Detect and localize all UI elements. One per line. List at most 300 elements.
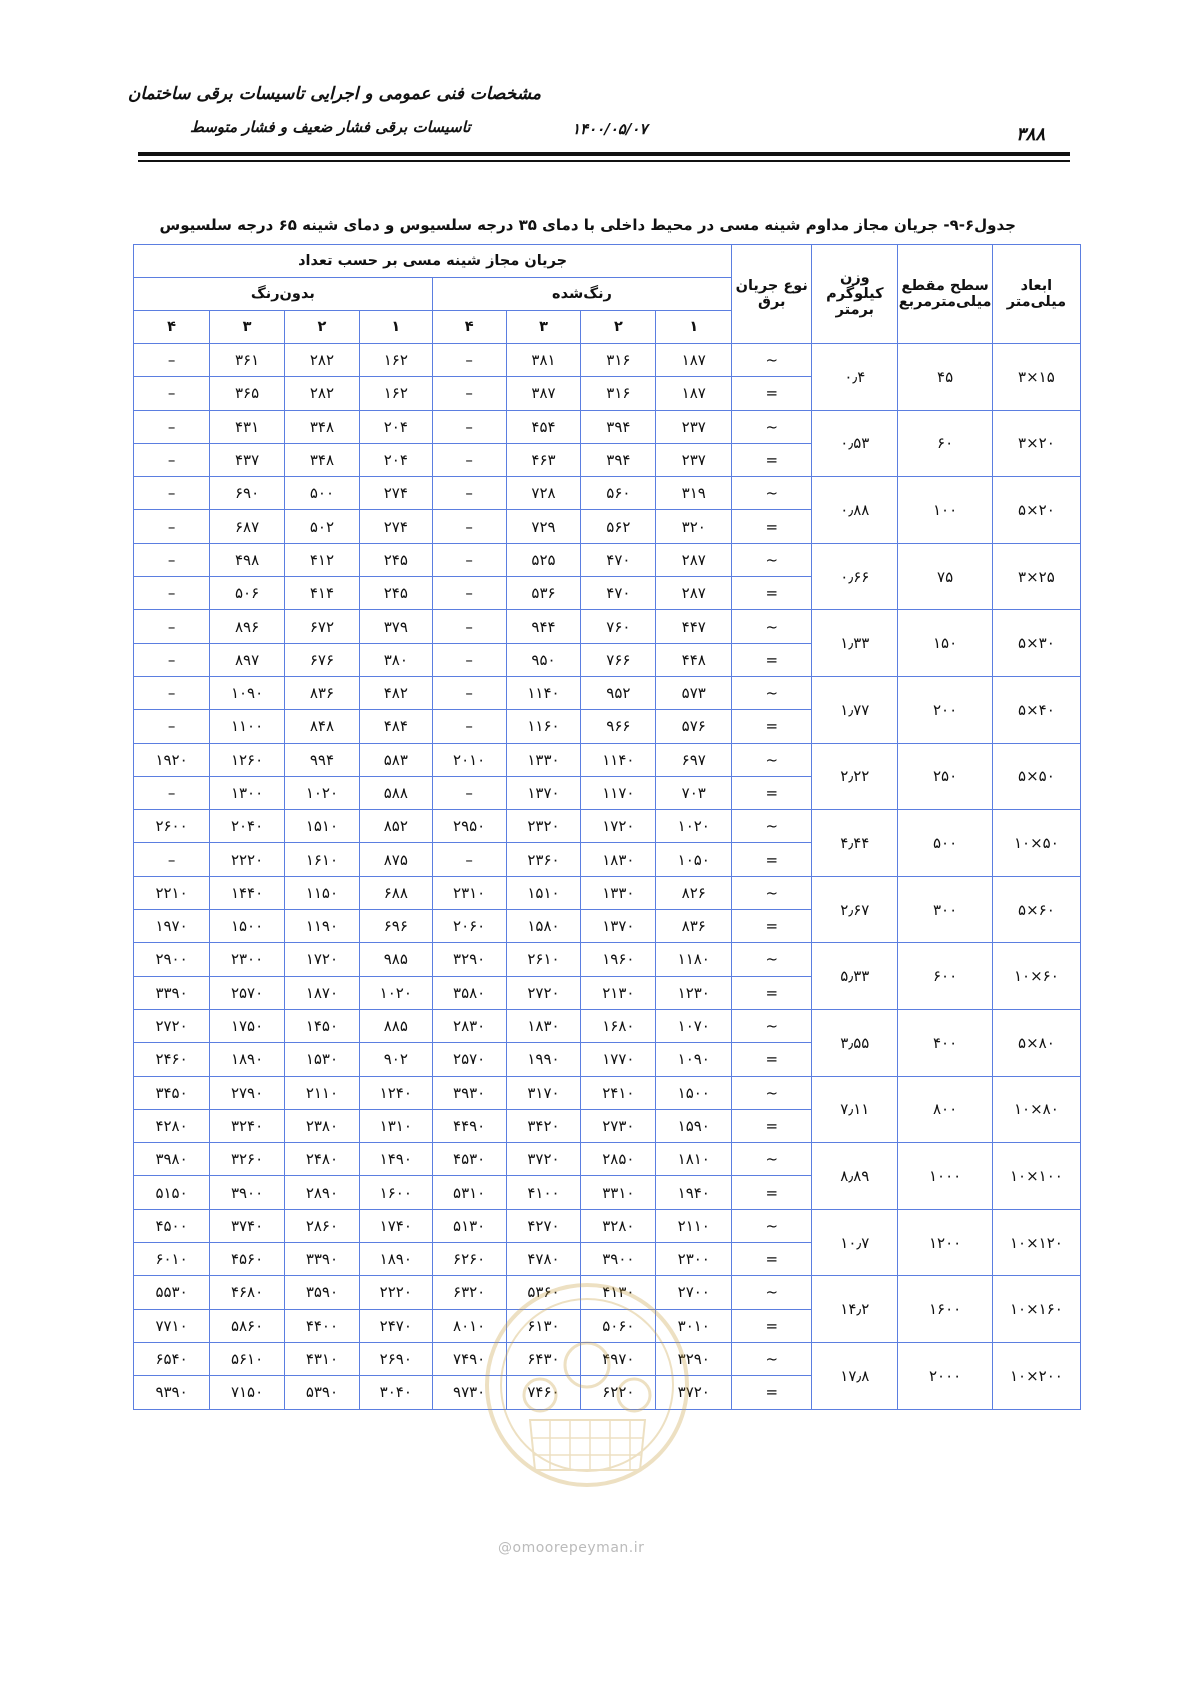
cell-unpainted-3: ۵۰۶ [210, 577, 285, 610]
cell-painted-2: ۱۸۳۰ [581, 843, 656, 876]
table-row [134, 543, 1081, 576]
cell-weight: ۱٫۷۷ [812, 676, 898, 743]
cell-painted-2: ۱۳۳۰ [581, 876, 656, 909]
cell-unpainted-3: ۳۷۴۰ [210, 1209, 285, 1242]
cell-unpainted-4: – [134, 577, 210, 610]
cell-painted-4: – [432, 577, 506, 610]
cell-weight: ۱۴٫۲ [812, 1276, 898, 1343]
cell-painted-4: ۶۳۲۰ [432, 1276, 506, 1309]
cell-unpainted-4: – [134, 510, 210, 543]
cell-painted-3: ۳۸۷ [506, 377, 581, 410]
cell-painted-3: ۷۲۹ [506, 510, 581, 543]
table-row [134, 676, 1081, 709]
cell-unpainted-2: ۳۴۸ [285, 410, 360, 443]
cell-unpainted-1: ۱۳۱۰ [359, 1109, 432, 1142]
cell-area: ۱۵۰ [898, 610, 992, 677]
cell-weight: ۸٫۸۹ [812, 1143, 898, 1210]
cell-painted-2: ۵۶۰ [581, 477, 656, 510]
cell-unpainted-4: – [134, 377, 210, 410]
cell-unpainted-2: ۲۸۲ [285, 344, 360, 377]
cell-unpainted-3: ۷۱۵۰ [210, 1376, 285, 1409]
cell-area: ۴۰۰ [898, 1009, 992, 1076]
cell-weight: ۰٫۶۶ [812, 543, 898, 610]
cell-painted-1: ۶۹۷ [656, 743, 732, 776]
cell-weight: ۰٫۸۸ [812, 477, 898, 544]
cell-painted-2: ۳۹۴ [581, 443, 656, 476]
cell-painted-1: ۴۴۷ [656, 610, 732, 643]
cell-unpainted-1: ۱۶۰۰ [359, 1176, 432, 1209]
cell-unpainted-1: ۴۸۲ [359, 676, 432, 709]
header-rule-thick [138, 152, 1070, 156]
cell-unpainted-3: ۵۸۶۰ [210, 1309, 285, 1342]
cell-current-type: = [732, 1309, 812, 1342]
doc-title: مشخصات فنی عمومی و اجرایی تاسیسات برقی ساختمان [127, 84, 541, 104]
cell-painted-1: ۲۸۷ [656, 543, 732, 576]
cell-painted-4: ۲۳۱۰ [432, 876, 506, 909]
cell-painted-4: – [432, 543, 506, 576]
cell-unpainted-1: ۲۴۵ [359, 543, 432, 576]
cell-unpainted-2: ۴۴۰۰ [285, 1309, 360, 1342]
cell-painted-1: ۳۲۰ [656, 510, 732, 543]
col-header-painted-3: ۳ [506, 311, 581, 344]
cell-painted-3: ۷۲۸ [506, 477, 581, 510]
cell-area: ۲۰۰ [898, 676, 992, 743]
cell-unpainted-3: ۲۵۷۰ [210, 976, 285, 1009]
cell-area: ۴۵ [898, 344, 992, 411]
cell-area: ۵۰۰ [898, 810, 992, 877]
cell-weight: ۱۰٫۷ [812, 1209, 898, 1276]
cell-unpainted-3: ۴۳۱ [210, 410, 285, 443]
col-header-painted-4: ۴ [432, 311, 506, 344]
cell-current-type: = [732, 1109, 812, 1142]
cell-weight: ۱٫۳۳ [812, 610, 898, 677]
cell-painted-2: ۲۷۳۰ [581, 1109, 656, 1142]
cell-unpainted-3: ۵۶۱۰ [210, 1342, 285, 1375]
cell-unpainted-3: ۲۰۴۰ [210, 810, 285, 843]
cell-unpainted-4: – [134, 843, 210, 876]
cell-dim: ۱۵×۳ [992, 344, 1080, 411]
cell-painted-4: – [432, 676, 506, 709]
cell-current-type: ~ [732, 1143, 812, 1176]
cell-unpainted-2: ۱۱۵۰ [285, 876, 360, 909]
cell-painted-2: ۱۶۸۰ [581, 1009, 656, 1042]
cell-dim: ۲۰×۵ [992, 477, 1080, 544]
cell-painted-3: ۹۴۴ [506, 610, 581, 643]
cell-painted-3: ۳۱۷۰ [506, 1076, 581, 1109]
cell-painted-1: ۲۷۰۰ [656, 1276, 732, 1309]
cell-dim: ۱۲۰×۱۰ [992, 1209, 1080, 1276]
cell-dim: ۱۶۰×۱۰ [992, 1276, 1080, 1343]
cell-unpainted-1: ۱۶۲ [359, 344, 432, 377]
cell-painted-4: – [432, 344, 506, 377]
cell-area: ۶۰ [898, 410, 992, 477]
cell-unpainted-2: ۵۳۹۰ [285, 1376, 360, 1409]
cell-unpainted-4: ۳۳۹۰ [134, 976, 210, 1009]
cell-painted-1: ۱۹۴۰ [656, 1176, 732, 1209]
cell-unpainted-2: ۱۱۹۰ [285, 910, 360, 943]
cell-dim: ۸۰×۵ [992, 1009, 1080, 1076]
cell-unpainted-1: ۸۵۲ [359, 810, 432, 843]
cell-unpainted-3: ۲۷۹۰ [210, 1076, 285, 1109]
cell-painted-2: ۱۷۲۰ [581, 810, 656, 843]
cell-current-type: = [732, 377, 812, 410]
cell-unpainted-2: ۸۳۶ [285, 676, 360, 709]
cell-unpainted-4: ۲۲۱۰ [134, 876, 210, 909]
cell-painted-3: ۵۳۶۰ [506, 1276, 581, 1309]
cell-unpainted-3: ۱۰۹۰ [210, 676, 285, 709]
cell-dim: ۱۰۰×۱۰ [992, 1143, 1080, 1210]
cell-painted-3: ۱۳۷۰ [506, 776, 581, 809]
cell-weight: ۰٫۴ [812, 344, 898, 411]
cell-painted-4: ۵۱۳۰ [432, 1209, 506, 1242]
cell-unpainted-4: ۱۹۲۰ [134, 743, 210, 776]
cell-unpainted-3: ۱۷۵۰ [210, 1009, 285, 1042]
cell-painted-1: ۴۴۸ [656, 643, 732, 676]
cell-unpainted-2: ۵۰۰ [285, 477, 360, 510]
cell-unpainted-4: ۴۵۰۰ [134, 1209, 210, 1242]
table-row [134, 810, 1081, 843]
cell-current-type: = [732, 443, 812, 476]
cell-unpainted-2: ۲۸۶۰ [285, 1209, 360, 1242]
cell-current-type: ~ [732, 1209, 812, 1242]
cell-area: ۳۰۰ [898, 876, 992, 943]
cell-weight: ۱۷٫۸ [812, 1342, 898, 1409]
cell-unpainted-3: ۴۶۸۰ [210, 1276, 285, 1309]
cell-current-type: ~ [732, 344, 812, 377]
table-row [134, 477, 1081, 510]
cell-painted-3: ۶۱۳۰ [506, 1309, 581, 1342]
cell-painted-1: ۸۲۶ [656, 876, 732, 909]
cell-unpainted-4: – [134, 344, 210, 377]
cell-current-type: = [732, 1043, 812, 1076]
cell-painted-2: ۱۹۶۰ [581, 943, 656, 976]
cell-unpainted-4: – [134, 410, 210, 443]
cell-current-type: ~ [732, 743, 812, 776]
cell-unpainted-4: ۷۷۱۰ [134, 1309, 210, 1342]
cell-dim: ۶۰×۵ [992, 876, 1080, 943]
cell-weight: ۳٫۵۵ [812, 1009, 898, 1076]
cell-painted-1: ۱۰۷۰ [656, 1009, 732, 1042]
cell-painted-4: – [432, 377, 506, 410]
cell-unpainted-1: ۲۴۵ [359, 577, 432, 610]
cell-current-type: ~ [732, 477, 812, 510]
cell-painted-2: ۳۳۱۰ [581, 1176, 656, 1209]
cell-unpainted-3: ۲۳۰۰ [210, 943, 285, 976]
cell-unpainted-2: ۲۱۱۰ [285, 1076, 360, 1109]
cell-unpainted-2: ۴۳۱۰ [285, 1342, 360, 1375]
cell-painted-2: ۳۱۶ [581, 377, 656, 410]
cell-painted-4: ۲۸۳۰ [432, 1009, 506, 1042]
cell-unpainted-1: ۲۶۹۰ [359, 1342, 432, 1375]
cell-painted-4: – [432, 776, 506, 809]
cell-unpainted-1: ۵۸۳ [359, 743, 432, 776]
cell-painted-4: – [432, 443, 506, 476]
table-row [134, 1076, 1081, 1109]
cell-painted-1: ۱۸۷ [656, 344, 732, 377]
cell-painted-2: ۵۶۲ [581, 510, 656, 543]
cell-painted-3: ۳۸۱ [506, 344, 581, 377]
cell-dim: ۵۰×۵ [992, 743, 1080, 810]
document-date: ۱۴۰۰/۰۵/۰۷ [572, 120, 648, 138]
cell-area: ۶۰۰ [898, 943, 992, 1010]
cell-unpainted-2: ۲۸۹۰ [285, 1176, 360, 1209]
cell-unpainted-4: ۴۲۸۰ [134, 1109, 210, 1142]
col-header-unpainted-4: ۴ [134, 311, 210, 344]
cell-current-type: = [732, 510, 812, 543]
cell-area: ۱۰۰ [898, 477, 992, 544]
cell-painted-3: ۴۵۴ [506, 410, 581, 443]
cell-painted-4: ۶۲۶۰ [432, 1243, 506, 1276]
cell-unpainted-2: ۲۳۸۰ [285, 1109, 360, 1142]
cell-unpainted-2: ۱۵۱۰ [285, 810, 360, 843]
cell-painted-2: ۳۱۶ [581, 344, 656, 377]
cell-area: ۲۰۰۰ [898, 1342, 992, 1409]
cell-painted-3: ۴۲۷۰ [506, 1209, 581, 1242]
cell-unpainted-2: ۸۴۸ [285, 710, 360, 743]
col-header-dimensions: ابعاد میلی‌متر [992, 245, 1080, 344]
cell-area: ۱۲۰۰ [898, 1209, 992, 1276]
cell-painted-2: ۳۲۸۰ [581, 1209, 656, 1242]
cell-current-type: = [732, 1176, 812, 1209]
cell-painted-4: ۲۰۱۰ [432, 743, 506, 776]
cell-painted-4: ۴۴۹۰ [432, 1109, 506, 1142]
cell-unpainted-2: ۱۸۷۰ [285, 976, 360, 1009]
cell-unpainted-3: ۶۸۷ [210, 510, 285, 543]
cell-unpainted-1: ۱۰۲۰ [359, 976, 432, 1009]
cell-painted-1: ۳۷۲۰ [656, 1376, 732, 1409]
cell-painted-1: ۱۲۳۰ [656, 976, 732, 1009]
cell-painted-2: ۹۶۶ [581, 710, 656, 743]
cell-unpainted-1: ۲۰۴ [359, 443, 432, 476]
cell-unpainted-1: ۲۷۴ [359, 477, 432, 510]
cell-area: ۲۵۰ [898, 743, 992, 810]
cell-dim: ۲۰×۳ [992, 410, 1080, 477]
cell-unpainted-1: ۲۲۲۰ [359, 1276, 432, 1309]
cell-dim: ۲۵×۳ [992, 543, 1080, 610]
cell-unpainted-2: ۲۴۸۰ [285, 1143, 360, 1176]
page-number: ۳۸۸ [1016, 124, 1046, 145]
cell-painted-1: ۱۵۰۰ [656, 1076, 732, 1109]
cell-painted-3: ۹۵۰ [506, 643, 581, 676]
cell-dim: ۴۰×۵ [992, 676, 1080, 743]
cell-unpainted-4: – [134, 643, 210, 676]
header-rule-thin [138, 160, 1070, 162]
cell-painted-4: ۷۴۹۰ [432, 1342, 506, 1375]
cell-unpainted-1: ۳۰۴۰ [359, 1376, 432, 1409]
cell-painted-4: – [432, 477, 506, 510]
cell-painted-2: ۳۹۰۰ [581, 1243, 656, 1276]
col-header-unpainted-3: ۳ [210, 311, 285, 344]
cell-unpainted-2: ۶۷۲ [285, 610, 360, 643]
cell-painted-4: ۵۳۱۰ [432, 1176, 506, 1209]
cell-painted-3: ۵۳۶ [506, 577, 581, 610]
cell-current-type: ~ [732, 876, 812, 909]
cell-painted-3: ۱۵۸۰ [506, 910, 581, 943]
cell-painted-2: ۴۹۷۰ [581, 1342, 656, 1375]
cell-unpainted-3: ۸۹۶ [210, 610, 285, 643]
cell-unpainted-1: ۱۷۴۰ [359, 1209, 432, 1242]
cell-unpainted-1: ۹۰۲ [359, 1043, 432, 1076]
cell-painted-3: ۱۱۶۰ [506, 710, 581, 743]
table-row [134, 743, 1081, 776]
cell-unpainted-4: – [134, 477, 210, 510]
cell-painted-3: ۲۳۲۰ [506, 810, 581, 843]
cell-current-type: = [732, 976, 812, 1009]
cell-unpainted-2: ۲۸۲ [285, 377, 360, 410]
cell-painted-3: ۱۹۹۰ [506, 1043, 581, 1076]
cell-weight: ۷٫۱۱ [812, 1076, 898, 1143]
cell-painted-1: ۳۱۹ [656, 477, 732, 510]
cell-painted-1: ۱۱۸۰ [656, 943, 732, 976]
cell-painted-3: ۲۷۲۰ [506, 976, 581, 1009]
cell-painted-4: ۴۵۳۰ [432, 1143, 506, 1176]
cell-dim: ۳۰×۵ [992, 610, 1080, 677]
cell-unpainted-2: ۶۷۶ [285, 643, 360, 676]
cell-unpainted-4: – [134, 776, 210, 809]
cell-current-type: ~ [732, 810, 812, 843]
cell-dim: ۲۰۰×۱۰ [992, 1342, 1080, 1409]
cell-unpainted-3: ۱۲۶۰ [210, 743, 285, 776]
cell-painted-4: – [432, 643, 506, 676]
cell-unpainted-4: ۲۷۲۰ [134, 1009, 210, 1042]
cell-unpainted-4: ۳۴۵۰ [134, 1076, 210, 1109]
cell-painted-1: ۳۲۹۰ [656, 1342, 732, 1375]
cell-unpainted-4: – [134, 443, 210, 476]
cell-painted-3: ۳۴۲۰ [506, 1109, 581, 1142]
col-header-cross-section: سطح مقطع میلی‌مترمربع [898, 245, 992, 344]
col-header-painted: رنگ‌شده [432, 278, 732, 311]
cell-painted-3: ۶۴۳۰ [506, 1342, 581, 1375]
cell-unpainted-4: – [134, 543, 210, 576]
cell-unpainted-4: ۵۱۵۰ [134, 1176, 210, 1209]
cell-current-type: ~ [732, 943, 812, 976]
cell-painted-1: ۲۸۷ [656, 577, 732, 610]
cell-painted-1: ۱۸۷ [656, 377, 732, 410]
cell-unpainted-4: ۲۶۰۰ [134, 810, 210, 843]
cell-unpainted-1: ۲۰۴ [359, 410, 432, 443]
cell-painted-4: – [432, 510, 506, 543]
cell-current-type: ~ [732, 543, 812, 576]
cell-unpainted-4: ۶۵۴۰ [134, 1342, 210, 1375]
cell-unpainted-2: ۵۰۲ [285, 510, 360, 543]
col-header-current-type: نوع جریان برق [732, 245, 812, 344]
col-header-painted-1: ۱ [656, 311, 732, 344]
cell-painted-2: ۷۶۰ [581, 610, 656, 643]
cell-unpainted-3: ۱۳۰۰ [210, 776, 285, 809]
cell-unpainted-4: ۲۴۶۰ [134, 1043, 210, 1076]
cell-painted-4: ۳۹۳۰ [432, 1076, 506, 1109]
cell-painted-2: ۲۸۵۰ [581, 1143, 656, 1176]
cell-painted-2: ۴۱۳۰ [581, 1276, 656, 1309]
cell-weight: ۰٫۵۳ [812, 410, 898, 477]
watermark-url: @omoorepeyman.ir [498, 1540, 645, 1556]
cell-painted-4: ۲۵۷۰ [432, 1043, 506, 1076]
cell-unpainted-2: ۳۴۸ [285, 443, 360, 476]
cell-unpainted-2: ۴۱۴ [285, 577, 360, 610]
cell-unpainted-4: – [134, 676, 210, 709]
cell-unpainted-3: ۴۳۷ [210, 443, 285, 476]
cell-weight: ۲٫۶۷ [812, 876, 898, 943]
cell-weight: ۴٫۴۴ [812, 810, 898, 877]
cell-painted-2: ۳۹۴ [581, 410, 656, 443]
cell-painted-3: ۴۶۳ [506, 443, 581, 476]
cell-unpainted-4: – [134, 610, 210, 643]
cell-dim: ۸۰×۱۰ [992, 1076, 1080, 1143]
cell-unpainted-1: ۵۸۸ [359, 776, 432, 809]
cell-unpainted-4: ۹۳۹۰ [134, 1376, 210, 1409]
cell-painted-2: ۴۷۰ [581, 577, 656, 610]
cell-painted-4: ۳۲۹۰ [432, 943, 506, 976]
cell-unpainted-3: ۳۹۰۰ [210, 1176, 285, 1209]
cell-area: ۷۵ [898, 543, 992, 610]
cell-painted-2: ۱۱۷۰ [581, 776, 656, 809]
cell-area: ۸۰۰ [898, 1076, 992, 1143]
cell-painted-1: ۸۳۶ [656, 910, 732, 943]
cell-unpainted-3: ۳۲۴۰ [210, 1109, 285, 1142]
cell-dim: ۶۰×۱۰ [992, 943, 1080, 1010]
cell-unpainted-1: ۱۲۴۰ [359, 1076, 432, 1109]
col-header-unpainted-2: ۲ [285, 311, 360, 344]
cell-painted-1: ۵۷۳ [656, 676, 732, 709]
cell-unpainted-3: ۴۹۸ [210, 543, 285, 576]
cell-painted-1: ۱۰۲۰ [656, 810, 732, 843]
cell-painted-1: ۱۸۱۰ [656, 1143, 732, 1176]
cell-unpainted-1: ۸۸۵ [359, 1009, 432, 1042]
cell-painted-4: – [432, 410, 506, 443]
section-title: تاسیسات برقی فشار ضعیف و فشار متوسط [190, 118, 471, 136]
cell-current-type: ~ [732, 676, 812, 709]
cell-current-type: = [732, 910, 812, 943]
table-body [134, 344, 1081, 1410]
cell-current-type: = [732, 1243, 812, 1276]
cell-unpainted-1: ۶۸۸ [359, 876, 432, 909]
cell-unpainted-3: ۳۲۶۰ [210, 1143, 285, 1176]
cell-painted-4: ۲۹۵۰ [432, 810, 506, 843]
cell-unpainted-2: ۴۱۲ [285, 543, 360, 576]
cell-unpainted-2: ۱۴۵۰ [285, 1009, 360, 1042]
cell-unpainted-1: ۱۸۹۰ [359, 1243, 432, 1276]
cell-unpainted-3: ۳۶۵ [210, 377, 285, 410]
cell-current-type: = [732, 710, 812, 743]
table-row [134, 610, 1081, 643]
cell-painted-1: ۵۷۶ [656, 710, 732, 743]
cell-painted-4: – [432, 710, 506, 743]
cell-unpainted-4: ۶۰۱۰ [134, 1243, 210, 1276]
cell-painted-2: ۲۴۱۰ [581, 1076, 656, 1109]
cell-current-type: ~ [732, 1009, 812, 1042]
cell-unpainted-3: ۲۲۲۰ [210, 843, 285, 876]
cell-unpainted-2: ۱۷۲۰ [285, 943, 360, 976]
col-header-painted-2: ۲ [581, 311, 656, 344]
cell-unpainted-1: ۳۸۰ [359, 643, 432, 676]
cell-unpainted-2: ۱۰۲۰ [285, 776, 360, 809]
table-row [134, 943, 1081, 976]
cell-painted-2: ۱۷۷۰ [581, 1043, 656, 1076]
cell-painted-4: – [432, 610, 506, 643]
cell-unpainted-3: ۱۸۹۰ [210, 1043, 285, 1076]
cell-unpainted-4: ۱۹۷۰ [134, 910, 210, 943]
cell-unpainted-1: ۸۷۵ [359, 843, 432, 876]
cell-painted-1: ۷۰۳ [656, 776, 732, 809]
cell-unpainted-3: ۸۹۷ [210, 643, 285, 676]
col-header-unpainted: بدون‌رنگ [134, 278, 433, 311]
cell-painted-2: ۱۳۷۰ [581, 910, 656, 943]
cell-current-type: = [732, 577, 812, 610]
cell-painted-4: ۸۰۱۰ [432, 1309, 506, 1342]
cell-unpainted-3: ۱۱۰۰ [210, 710, 285, 743]
table-row [134, 1143, 1081, 1176]
cell-current-type: = [732, 643, 812, 676]
